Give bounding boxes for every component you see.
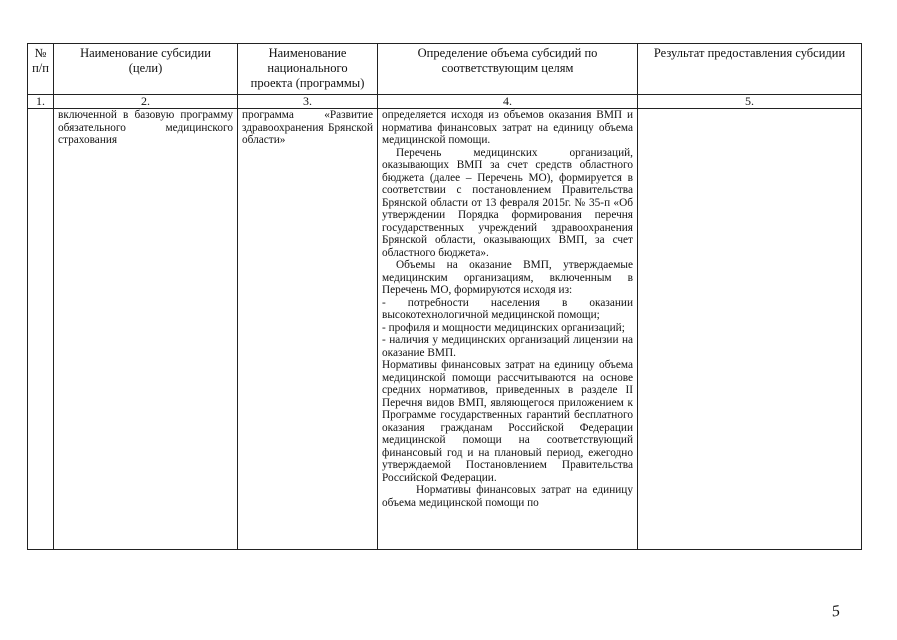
- cell-result: [638, 109, 862, 550]
- paragraph: Нормативы финансовых затрат на единицу объема медицинской помощи по: [382, 484, 633, 509]
- column-number-row: [28, 95, 862, 109]
- column-number: 4.: [378, 95, 638, 109]
- list-item: - профиля и мощности медицинских организаций;: [382, 321, 625, 334]
- cell-number: [28, 109, 54, 550]
- page-number: 5: [830, 602, 842, 621]
- list-item: - потребности населения в оказании высокотехнологичной медицинской помощи;: [382, 296, 633, 321]
- header-col-volume-definition: Определение объема субсидий по соответствующим целям: [378, 44, 638, 95]
- paragraph: Объемы на оказание ВМП, утверждаемые медицинским организациям, включенным в Перечень МО, формируются исходя из:: [382, 259, 633, 296]
- paragraph: Нормативы финансовых затрат на единицу объема медицинской помощи рассчитываются на основе средних нормативов, приведенных в разделе II Перечня видов ВМП, являющегося приложением к Программе государственных гарантий бесплатного оказания гражданам Российской Федерации медицинской помощи на соответствующий финансовый год и на плановый период, ежегодно утверждаемой Постановлением Правительства Российской Федерации.: [382, 359, 633, 484]
- header-row: [28, 44, 862, 95]
- column-number: 3.: [238, 95, 378, 109]
- cell-subsidy-name: включенной в базовую программу обязательного медицинского страхования: [54, 109, 238, 550]
- paragraph: Перечень медицинских организаций, оказывающих ВМП за счет средств областного бюджета (далее – Перечень МО), формируется в соответствии с постановлением Правительства Брянской области от 13 февраля 2015г. № 35-п «Об утверждении Порядка формирования перечня государственных учреждений здравоохранения Брянской области, оказывающих ВМП, за счет областного бюджета».: [382, 146, 633, 259]
- column-number: 2.: [54, 95, 238, 109]
- paragraph: определяется исходя из объемов оказания ВМП и норматива финансовых затрат на единицу объема медицинской помощи.: [382, 109, 633, 146]
- table-row: [28, 109, 862, 550]
- cell-project-name: программа «Развитие здравоохранения Брянской области»: [238, 109, 378, 550]
- cell-volume-definition: [378, 109, 638, 550]
- header-col-number: № п/п: [28, 44, 54, 95]
- column-number: 5.: [638, 95, 862, 109]
- header-col-result: Результат предоставления субсидии: [638, 44, 862, 95]
- column-number: 1.: [28, 95, 54, 109]
- list-item: - наличия у медицинских организаций лицензии на оказание ВМП.: [382, 334, 633, 359]
- subsidy-table: [27, 43, 862, 550]
- header-col-project-name: Наименование национального проекта (программы): [238, 44, 378, 95]
- header-col-subsidy-name: Наименование субсидии (цели): [54, 44, 238, 95]
